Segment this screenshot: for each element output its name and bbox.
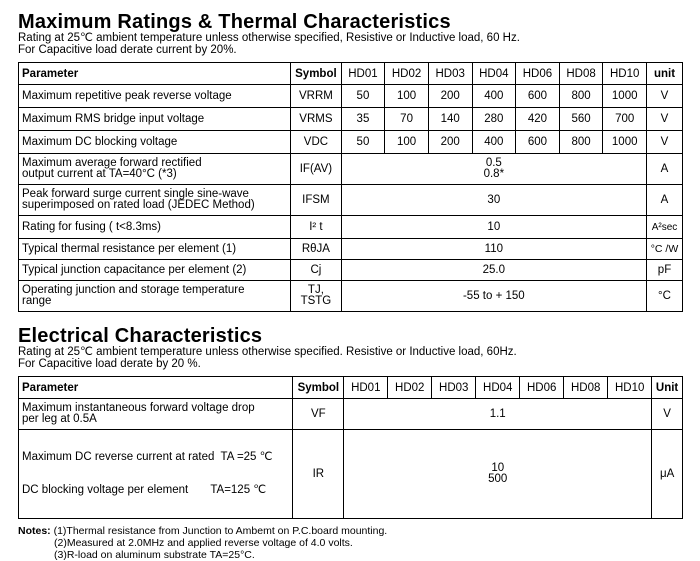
table-row — [19, 430, 683, 519]
table-row — [19, 399, 683, 430]
table-row — [19, 185, 683, 216]
header-parameter: Parameter — [19, 377, 293, 399]
unit-cell: °C /W — [647, 239, 683, 260]
value-cell: 700 — [603, 108, 647, 131]
symbol-cell: I² t — [291, 216, 341, 239]
header-hd02: HD02 — [388, 377, 432, 399]
param-line: range — [22, 295, 52, 307]
param-line: Maximum DC reverse current at rated TA =25 ℃ — [22, 451, 273, 463]
header-hd02: HD02 — [385, 63, 429, 85]
value-cell: 1000 — [603, 131, 647, 154]
param-line: Peak forward surge current single sine-wave — [22, 188, 249, 200]
value-line: 0.8* — [483, 168, 505, 180]
value-cell: 800 — [559, 131, 603, 154]
unit-cell: μA — [652, 430, 683, 519]
note-line — [18, 525, 698, 537]
header-hd04: HD04 — [476, 377, 520, 399]
table-row — [19, 239, 683, 260]
note-text: (1)Thermal resistance from Junction to Ambemt on P.C.board mounting. — [53, 525, 388, 537]
header-hd10: HD10 — [608, 377, 652, 399]
header-unit: Unit — [652, 377, 683, 399]
value-cell: 110 — [341, 239, 646, 260]
symbol-cell: IFSM — [291, 185, 341, 216]
unit-cell: V — [647, 131, 683, 154]
note-line: (2)Measured at 2.0MHz and applied reverse voltage of 4.0 volts. — [54, 537, 353, 549]
notes — [18, 525, 698, 561]
header-hd08: HD08 — [559, 63, 603, 85]
symbol-line: TSTG — [300, 295, 332, 307]
header-hd03: HD03 — [428, 63, 472, 85]
value-cell: 30 — [341, 185, 646, 216]
param-cell: Maximum DC blocking voltage — [19, 131, 291, 154]
param-line: Maximum instantaneous forward voltage drop — [22, 402, 255, 414]
header-hd01: HD01 — [341, 63, 385, 85]
value-cell: 800 — [559, 85, 603, 108]
value-cell — [344, 430, 652, 519]
value-cell: 25.0 — [341, 260, 646, 281]
header-symbol: Symbol — [291, 63, 341, 85]
value-cell: 1000 — [603, 85, 647, 108]
max-ratings-table — [18, 62, 683, 312]
table-row — [19, 85, 683, 108]
param-cell: Maximum RMS bridge input voltage — [19, 108, 291, 131]
table-row — [19, 216, 683, 239]
value-cell: 100 — [385, 131, 429, 154]
value-cell: 200 — [428, 131, 472, 154]
value-cell: 280 — [472, 108, 516, 131]
header-hd03: HD03 — [432, 377, 476, 399]
table-row — [19, 131, 683, 154]
unit-cell: pF — [647, 260, 683, 281]
value-cell: 400 — [472, 85, 516, 108]
value-cell: 600 — [516, 85, 560, 108]
param-line: DC blocking voltage per element TA=125 ℃ — [22, 484, 267, 496]
param-line: Maximum average forward rectified — [22, 157, 202, 169]
symbol-cell: VRMS — [291, 108, 341, 131]
notes-label: Notes: — [18, 525, 51, 537]
value-cell: 420 — [516, 108, 560, 131]
param-line: per leg at 0.5A — [22, 413, 97, 425]
param-cell: Maximum repetitive peak reverse voltage — [19, 85, 291, 108]
value-cell: 100 — [385, 85, 429, 108]
table-row — [19, 260, 683, 281]
param-line: superimposed on rated load (JEDEC Method) — [22, 199, 255, 211]
header-hd04: HD04 — [472, 63, 516, 85]
value-cell: 50 — [341, 85, 385, 108]
electrical-title: Electrical Characteristics — [18, 325, 263, 347]
param-cell: Typical thermal resistance per element (1) — [19, 239, 291, 260]
table-row — [19, 281, 683, 312]
value-cell: 600 — [516, 131, 560, 154]
value-cell: 10 — [341, 216, 646, 239]
header-hd06: HD06 — [516, 63, 560, 85]
table-header-row — [19, 63, 683, 85]
value-cell: 50 — [341, 131, 385, 154]
value-cell: 560 — [559, 108, 603, 131]
symbol-cell: IF(AV) — [291, 154, 341, 185]
symbol-cell: RθJA — [291, 239, 341, 260]
max-ratings-note-2: For Capacitive load derate current by 20%. — [18, 44, 237, 56]
param-cell: Typical junction capacitance per element (2) — [19, 260, 291, 281]
param-cell — [19, 399, 293, 430]
header-unit: unit — [647, 63, 683, 85]
unit-cell: V — [652, 399, 683, 430]
unit-cell: V — [647, 85, 683, 108]
note-line: (3)R-load on aluminum substrate TA=25°C. — [54, 549, 255, 561]
unit-cell: A — [647, 154, 683, 185]
value-cell: 1.1 — [344, 399, 652, 430]
value-line: 10 — [491, 462, 505, 474]
max-ratings-note-1: Rating at 25℃ ambient temperature unless otherwise specified, Resistive or Inductive load, 60 Hz. — [18, 32, 520, 44]
unit-cell: A²sec — [647, 216, 683, 239]
value-line: 500 — [488, 473, 508, 485]
table-row — [19, 108, 683, 131]
value-cell: 35 — [341, 108, 385, 131]
header-symbol: Symbol — [293, 377, 344, 399]
symbol-cell: IR — [293, 430, 344, 519]
value-cell — [341, 154, 646, 185]
param-line: output current at TA=40°C (*3) — [22, 168, 177, 180]
table-header-row — [19, 377, 683, 399]
symbol-cell: Cj — [291, 260, 341, 281]
param-cell: Rating for fusing ( t<8.3ms) — [19, 216, 291, 239]
header-parameter: Parameter — [19, 63, 291, 85]
symbol-line: TJ, — [307, 284, 324, 296]
unit-cell: °C — [647, 281, 683, 312]
param-cell — [19, 281, 291, 312]
datasheet — [18, 0, 698, 561]
max-ratings-title: Maximum Ratings & Thermal Characteristics — [18, 11, 451, 33]
header-hd08: HD08 — [564, 377, 608, 399]
value-cell: 200 — [428, 85, 472, 108]
value-cell: 400 — [472, 131, 516, 154]
symbol-cell: VRRM — [291, 85, 341, 108]
value-cell: -55 to + 150 — [341, 281, 646, 312]
param-cell — [19, 185, 291, 216]
value-line: 0.5 — [485, 157, 502, 169]
value-cell: 70 — [385, 108, 429, 131]
electrical-note-2: For Capacitive load derate by 20 %. — [18, 358, 201, 370]
symbol-cell — [291, 281, 341, 312]
header-hd06: HD06 — [520, 377, 564, 399]
param-cell — [19, 154, 291, 185]
header-hd10: HD10 — [603, 63, 647, 85]
electrical-table — [18, 376, 683, 519]
unit-cell: A — [647, 185, 683, 216]
header-hd01: HD01 — [344, 377, 388, 399]
param-cell — [19, 430, 293, 519]
table-row — [19, 154, 683, 185]
symbol-cell: VF — [293, 399, 344, 430]
symbol-cell: VDC — [291, 131, 341, 154]
electrical-note-1: Rating at 25℃ ambient temperature unless otherwise specified. Resistive or Inductive load, 60Hz. — [18, 346, 517, 358]
value-cell: 140 — [428, 108, 472, 131]
param-line: Operating junction and storage temperature — [22, 284, 245, 296]
unit-cell: V — [647, 108, 683, 131]
